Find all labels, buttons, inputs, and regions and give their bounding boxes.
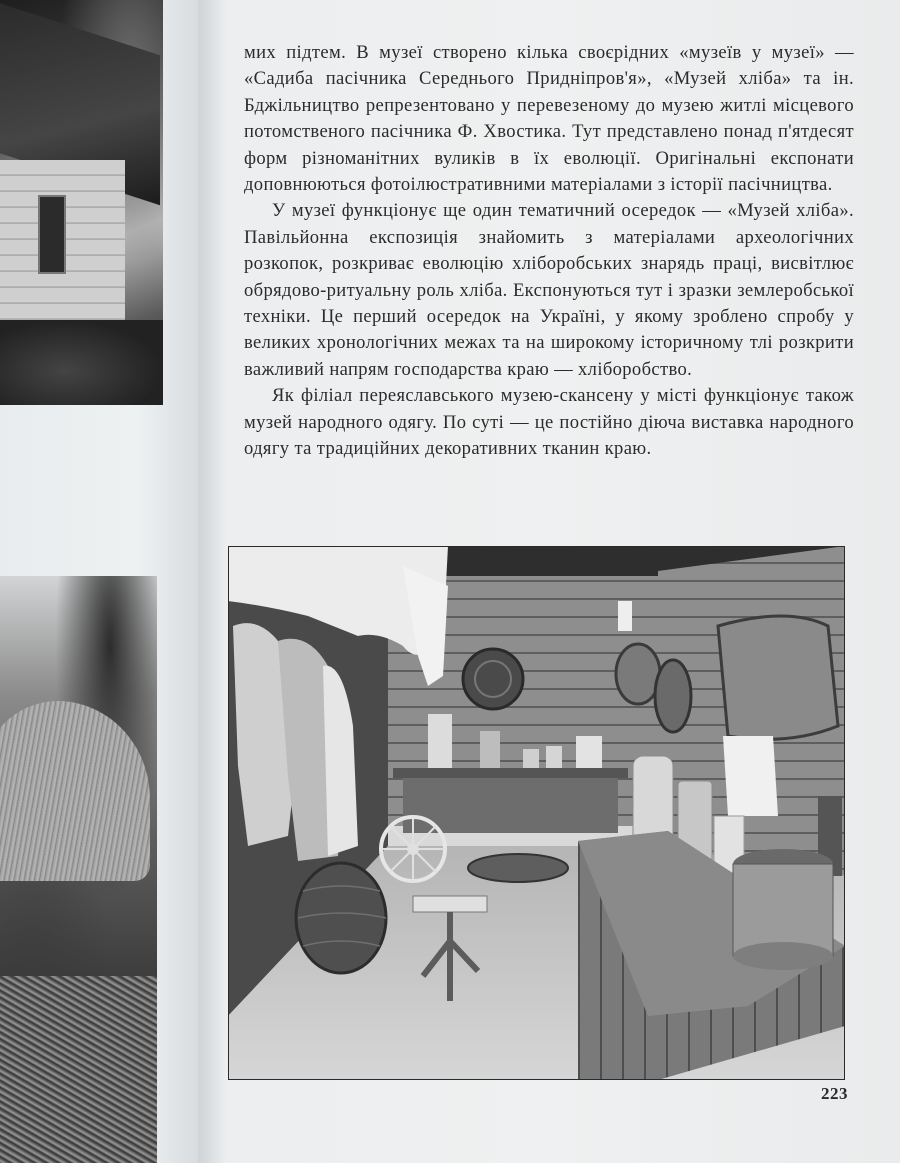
left-top-photo — [0, 0, 163, 405]
interior-photo-drawing — [228, 546, 845, 1080]
jar-2 — [480, 731, 500, 768]
page-number: 223 — [821, 1084, 848, 1103]
paragraph-2: У музеї функціонує ще один тематичний осередок — «Музей хліба». Павільйонна експозиція знайомить з матеріалами археологічних розкопок, розкриває еволюцію хліборобських знарядь праці, висвітлює обрядово-ритуальну роль хліба. Експонуються тут і зразки землеробської техніки. Це перший осередок на Україні, у якому зроблено спробу у великих хронологічних межах та на широкому історичному тлі розкрити важливий напрям господарства краю — хліборобство. — [244, 200, 854, 380]
interior-photo — [228, 546, 845, 1080]
small-pot-1 — [523, 749, 539, 768]
churn-small — [576, 736, 602, 768]
stool-seat — [413, 896, 487, 912]
woven-basket — [296, 863, 386, 973]
wall-sieve — [463, 649, 523, 709]
left-top-photo-ground — [0, 320, 163, 405]
wall-candle — [618, 601, 632, 631]
left-page — [0, 0, 198, 1163]
back-table-top — [393, 768, 628, 778]
right-page — [198, 0, 900, 1163]
paragraph-1: мих підтем. В музеї створено кілька своєрідних «музеїв у музеї» — «Садиба пасічника Середнього Придніпров'я», «Музей хліба» та ін. Бджільництво репрезентовано у перевезеному до музею житлі місцевого потомственого пасічника Ф. Хвостика. Тут представлено понад п'ятдесят форм різноманітних вуликів в їх еволюції. Оригінальні експонати доповнюються фотоілюстративними матеріалами з історії пасічництва. — [244, 42, 854, 196]
dough-trough — [468, 854, 568, 882]
tall-jar — [428, 714, 452, 768]
left-bottom-photo-thatch — [0, 701, 150, 881]
left-top-photo-window — [38, 195, 66, 274]
left-bottom-photo — [0, 576, 157, 1163]
paragraph-3: Як філіал переяславського музею-скансену у місті функціонує також музей народного одягу. По суті — це постійно діюча виставка народного одягу та традиційних декоративних тканин краю. — [244, 385, 854, 460]
hanging-cloth-right — [723, 736, 778, 816]
hanging-barrel — [718, 616, 838, 739]
small-pot-2 — [546, 746, 562, 768]
hanging-bowl-1 — [616, 644, 660, 704]
body-text — [244, 40, 854, 463]
left-bottom-photo-fence — [0, 976, 157, 1163]
hanging-bowl-2 — [655, 660, 691, 732]
